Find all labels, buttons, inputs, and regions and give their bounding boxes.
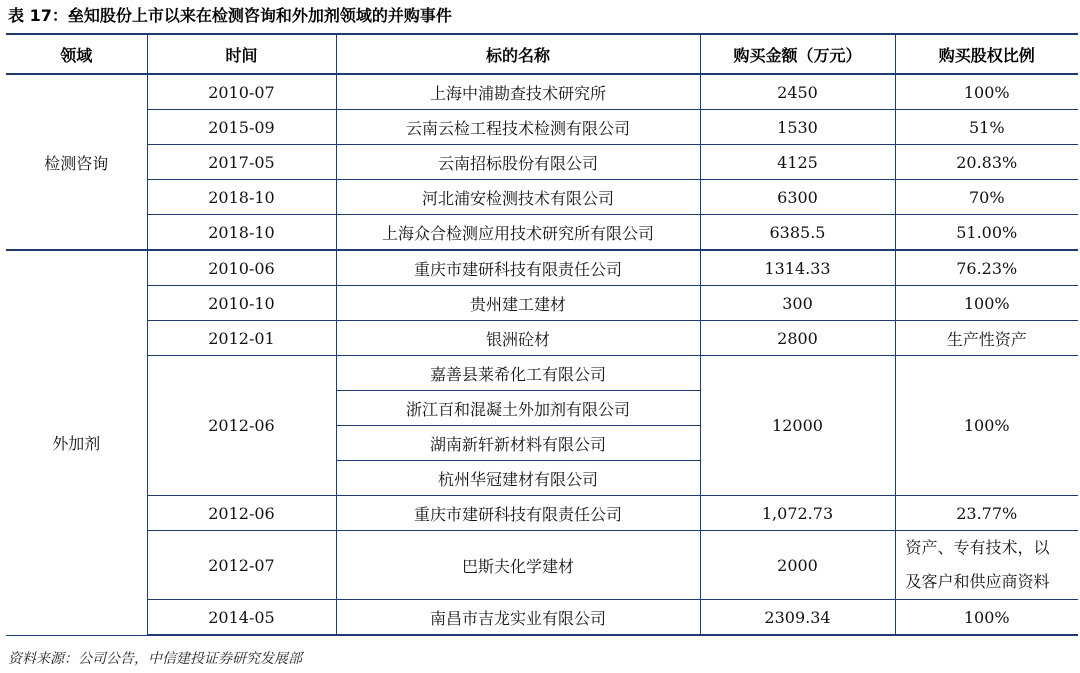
- target-cell: 云南招标股份有限公司: [336, 145, 700, 180]
- header-time: 时间: [147, 34, 336, 74]
- header-ratio: 购买股权比例: [895, 34, 1078, 74]
- table-row: [6, 356, 1078, 391]
- table-row: [6, 250, 1078, 286]
- table-row: [6, 531, 1078, 566]
- amount-cell: 2800: [700, 321, 895, 356]
- time-cell: 2010-07: [147, 74, 336, 110]
- ratio-cell: 生产性资产: [895, 321, 1078, 356]
- acquisition-table: [6, 33, 1078, 636]
- time-cell: 2015-09: [147, 110, 336, 145]
- amount-cell: 1,072.73: [700, 496, 895, 531]
- amount-cell: 6300: [700, 180, 895, 215]
- table-row: [6, 110, 1078, 145]
- ratio-cell: 51%: [895, 110, 1078, 145]
- amount-cell: 6385.5: [700, 215, 895, 251]
- table-row: [6, 321, 1078, 356]
- target-cell: 湖南新轩新材料有限公司: [336, 426, 700, 461]
- target-cell: 贵州建工建材: [336, 286, 700, 321]
- amount-cell: 1530: [700, 110, 895, 145]
- amount-cell: 2309.34: [700, 600, 895, 636]
- table-row: [6, 74, 1078, 110]
- amount-cell: 300: [700, 286, 895, 321]
- target-cell: 南昌市吉龙实业有限公司: [336, 600, 700, 636]
- target-cell: 重庆市建研科技有限责任公司: [336, 496, 700, 531]
- table-row: [6, 496, 1078, 531]
- field-cell-admixture: 外加剂: [6, 250, 147, 635]
- target-cell: 上海众合检测应用技术研究所有限公司: [336, 215, 700, 251]
- time-cell: 2010-06: [147, 250, 336, 286]
- ratio-cell: 20.83%: [895, 145, 1078, 180]
- ratio-cell: 76.23%: [895, 250, 1078, 286]
- amount-cell: 1314.33: [700, 250, 895, 286]
- ratio-cell: 100%: [895, 600, 1078, 636]
- amount-cell: 12000: [700, 356, 895, 496]
- table-row: [6, 180, 1078, 215]
- time-cell: 2017-05: [147, 145, 336, 180]
- target-cell: 云南云检工程技术检测有限公司: [336, 110, 700, 145]
- target-cell: 重庆市建研科技有限责任公司: [336, 250, 700, 286]
- target-cell: 上海中浦勘查技术研究所: [336, 74, 700, 110]
- time-cell: 2010-10: [147, 286, 336, 321]
- ratio-cell: 51.00%: [895, 215, 1078, 251]
- table-title: 表 17：垒知股份上市以来在检测咨询和外加剂领域的并购事件: [8, 6, 452, 25]
- table-row: [6, 215, 1078, 251]
- time-cell: 2012-06: [147, 496, 336, 531]
- ratio-cell-line: 资产、专有技术，以: [895, 531, 1078, 566]
- table-row: [6, 286, 1078, 321]
- header-amount: 购买金额（万元）: [700, 34, 895, 74]
- ratio-cell-line: 及客户和供应商资料: [895, 565, 1078, 600]
- time-cell: 2018-10: [147, 215, 336, 251]
- target-cell: 杭州华冠建材有限公司: [336, 461, 700, 496]
- ratio-cell: 23.77%: [895, 496, 1078, 531]
- table-row: [6, 600, 1078, 636]
- amount-cell: 2000: [700, 531, 895, 600]
- target-cell: 巴斯夫化学建材: [336, 531, 700, 600]
- table-row: [6, 145, 1078, 180]
- header-target: 标的名称: [336, 34, 700, 74]
- amount-cell: 4125: [700, 145, 895, 180]
- source-note: 资料来源：公司公告，中信建投证券研究发展部: [8, 651, 302, 667]
- ratio-cell: 100%: [895, 356, 1078, 496]
- target-cell: 河北浦安检测技术有限公司: [336, 180, 700, 215]
- time-cell: 2012-01: [147, 321, 336, 356]
- ratio-cell: 100%: [895, 286, 1078, 321]
- time-cell: 2014-05: [147, 600, 336, 636]
- target-cell: 嘉善县莱希化工有限公司: [336, 356, 700, 391]
- target-cell: 银洲砼材: [336, 321, 700, 356]
- field-cell-testing: 检测咨询: [6, 74, 147, 250]
- ratio-cell: 100%: [895, 74, 1078, 110]
- header-row: [6, 34, 1078, 74]
- time-cell: 2012-07: [147, 531, 336, 600]
- amount-cell: 2450: [700, 74, 895, 110]
- ratio-cell: 70%: [895, 180, 1078, 215]
- time-cell: 2018-10: [147, 180, 336, 215]
- time-cell: 2012-06: [147, 356, 336, 496]
- target-cell: 浙江百和混凝土外加剂有限公司: [336, 391, 700, 426]
- header-field: 领域: [6, 34, 147, 74]
